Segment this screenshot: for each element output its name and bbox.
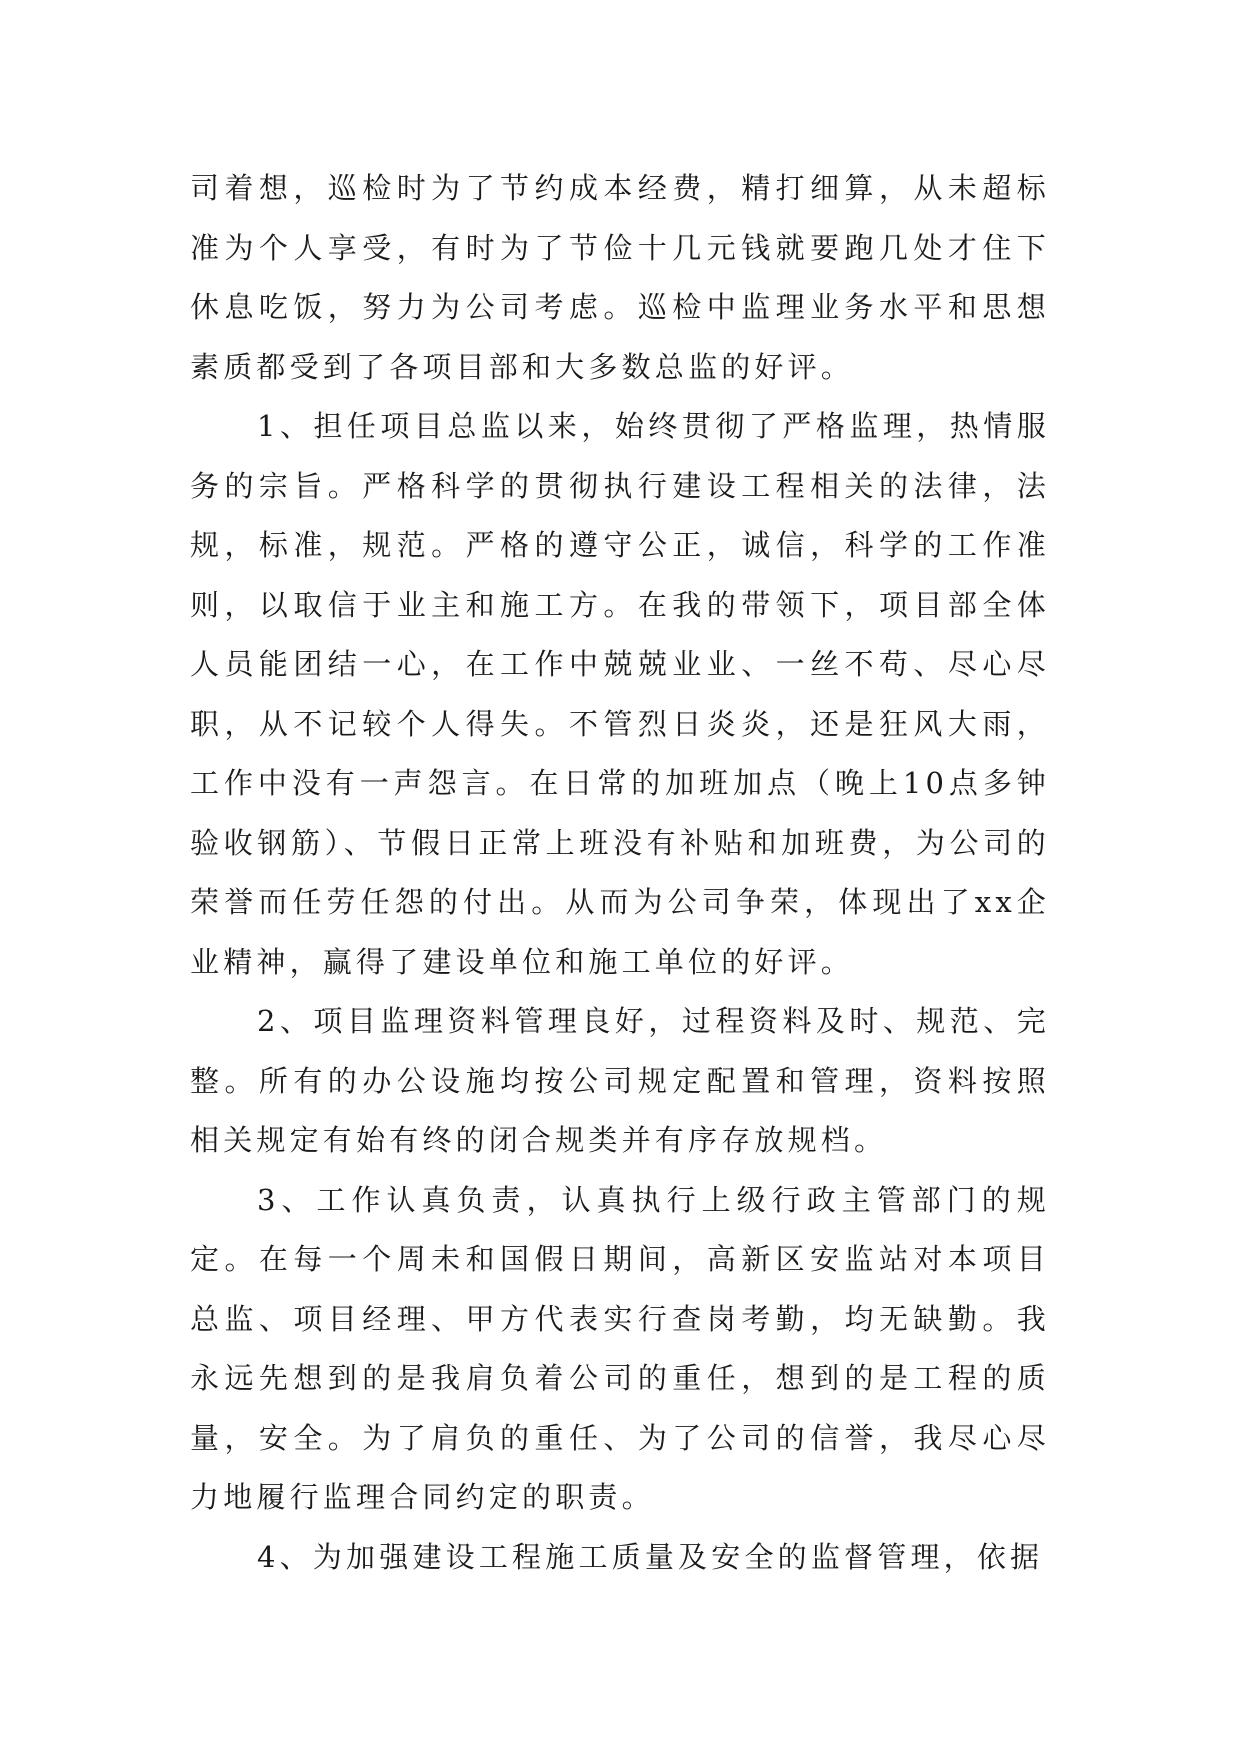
paragraph-item-4: 4、为加强建设工程施工质量及安全的监督管理，依据 [257, 1539, 1044, 1574]
paragraph-continuation: 司着想，巡检时为了节约成本经费，精打细算，从未超标准为个人享受，有时为了节俭十几元钱就要跑几处才住下休息吃饭，努力为公司考虑。巡检中监理业务水平和思想素质都受到了各项目部和大多数总监的好评。 [190, 171, 1050, 384]
paragraph-item-2: 2、项目监理资料管理良好，过程资料及时、规范、完整。所有的办公设施均按公司规定配置和管理，资料按照相关规定有始有终的闭合规类并有序存放规档。 [190, 1004, 1050, 1157]
document-body [190, 159, 1050, 1587]
paragraph-item-3: 3、工作认真负责，认真执行上级行政主管部门的规定。在每一个周未和国假日期间，高新区安监站对本项目总监、项目经理、甲方代表实行查岗考勤，均无缺勤。我永远先想到的是我肩负着公司的重任，想到的是工程的质量，安全。为了肩负的重任、为了公司的信誉，我尽心尽力地履行监理合同约定的职责。 [190, 1182, 1050, 1514]
paragraph-item-1: 1、担任项目总监以来，始终贯彻了严格监理，热情服务的宗旨。严格科学的贯彻执行建设工程相关的法律，法规，标准，规范。严格的遵守公正，诚信，科学的工作准则，以取信于业主和施工方。在我的带领下，项目部全体人员能团结一心，在工作中兢兢业业、一丝不苟、尽心尽职，从不记较个人得失。不管烈日炎炎，还是狂风大雨，工作中没有一声怨言。在日常的加班加点（晚上10点多钟验收钢筋）、节假日正常上班没有补贴和加班费，为公司的荣誉而任劳任怨的付出。从而为公司争荣，体现出了xx企业精神，赢得了建设单位和施工单位的好评。 [190, 409, 1050, 979]
